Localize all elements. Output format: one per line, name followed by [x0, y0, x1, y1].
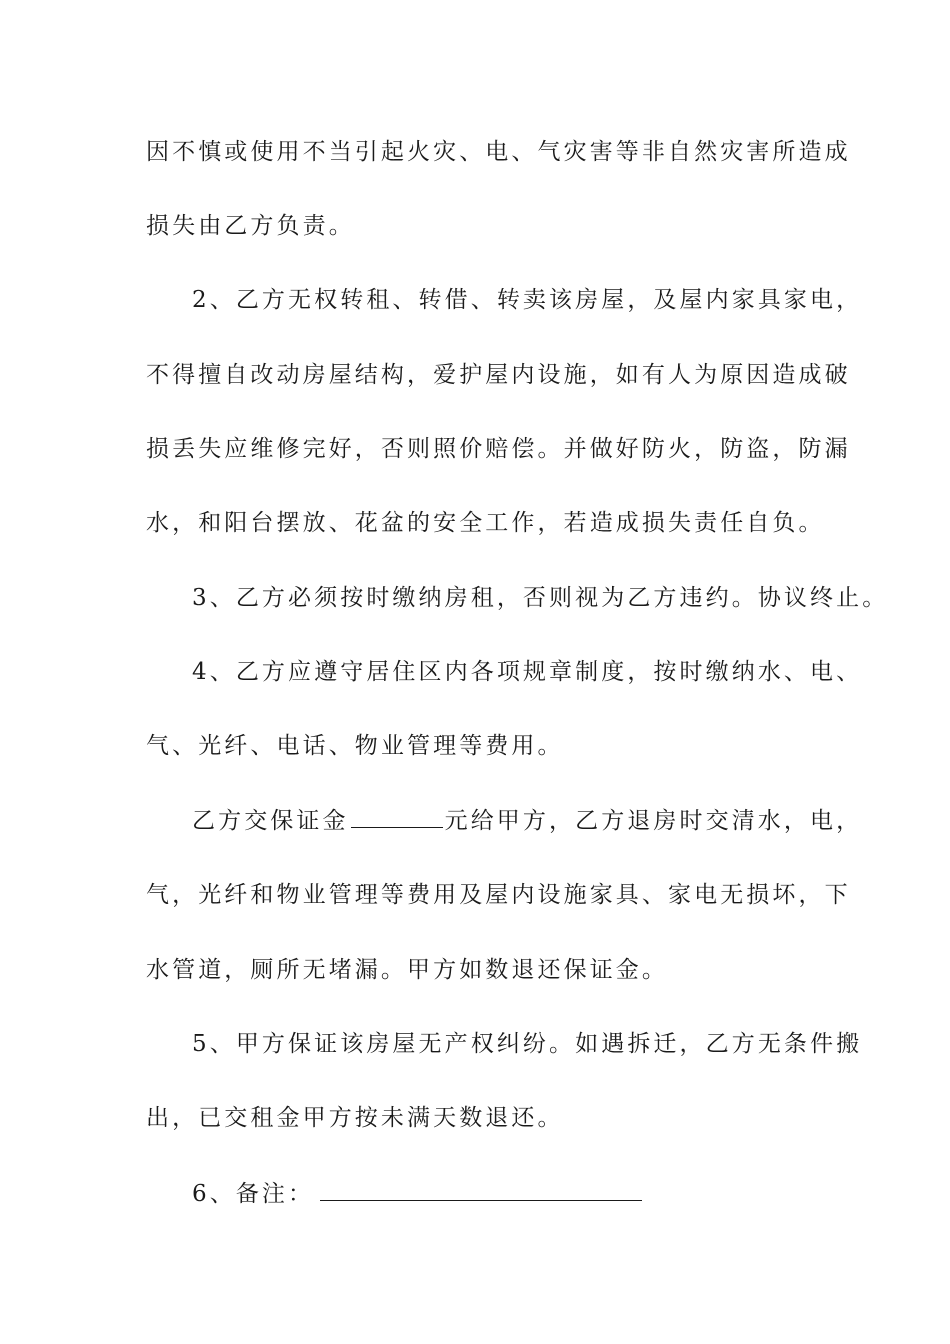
paragraph-line: 不得擅自改动房屋结构，爱护屋内设施，如有人为原因造成破	[146, 362, 851, 388]
clause-4-line: 4、乙方应遵守居住区内各项规章制度，按时缴纳水、电、	[192, 659, 863, 685]
clause-2-line: 2、乙方无权转租、转借、转卖该房屋，及屋内家具家电，	[192, 287, 863, 313]
deposit-text-after: 元给甲方，乙方退房时交清水，电，	[444, 808, 863, 834]
paragraph-line: 水管道，厕所无堵漏。甲方如数退还保证金。	[146, 957, 668, 983]
remarks-label: 6、备注：	[192, 1181, 315, 1207]
paragraph-line: 气、光纤、电话、物业管理等费用。	[146, 733, 564, 759]
deposit-amount-blank[interactable]	[351, 807, 443, 828]
paragraph-line: 水，和阳台摆放、花盆的安全工作，若造成损失责任自负。	[146, 510, 825, 536]
remarks-blank[interactable]	[320, 1178, 642, 1201]
paragraph-line: 气，光纤和物业管理等费用及屋内设施家具、家电无损坏，下	[146, 882, 851, 908]
paragraph-line: 损失由乙方负责。	[146, 213, 355, 239]
clause-3-line: 3、乙方必须按时缴纳房租，否则视为乙方违约。协议终止。	[192, 585, 889, 611]
paragraph-line: 损丢失应维修完好，否则照价赔偿。并做好防火，防盗，防漏	[146, 436, 851, 462]
paragraph-line: 因不慎或使用不当引起火灾、电、气灾害等非自然灾害所造成	[146, 139, 851, 165]
paragraph-line: 出，已交租金甲方按未满天数退还。	[146, 1105, 564, 1131]
clause-5-line: 5、甲方保证该房屋无产权纠纷。如遇拆迁，乙方无条件搬	[192, 1031, 863, 1057]
remarks-line	[192, 1178, 642, 1209]
deposit-line	[192, 806, 862, 836]
deposit-text-before: 乙方交保证金	[192, 808, 349, 834]
